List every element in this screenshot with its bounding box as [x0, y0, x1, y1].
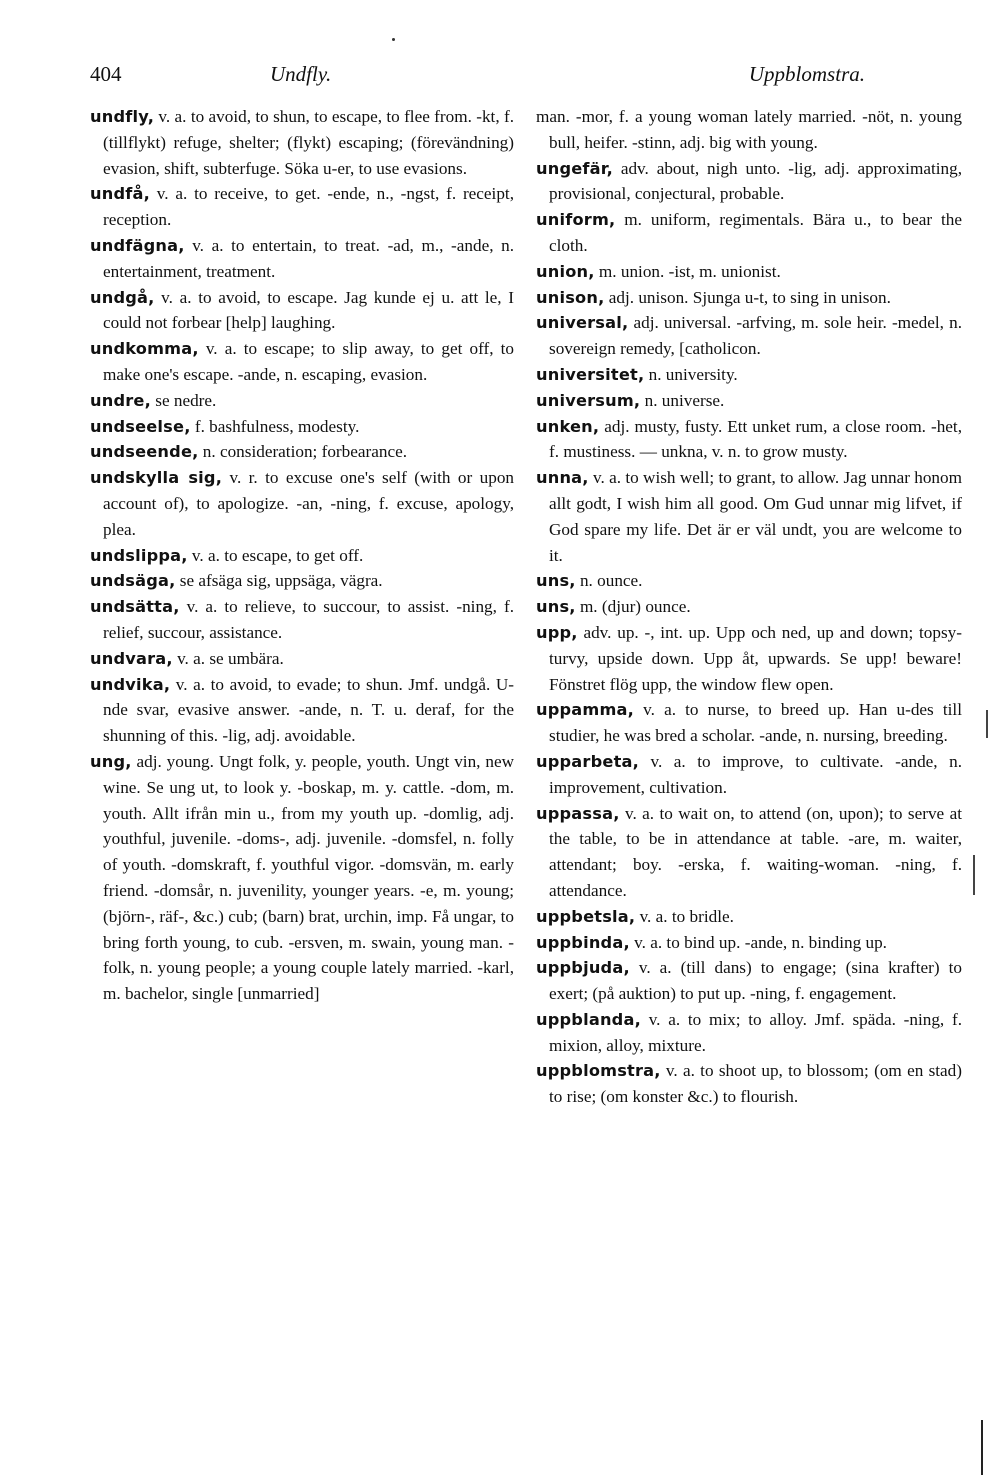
entry-headword: unna, — [536, 468, 589, 488]
dictionary-entry — [536, 955, 962, 1007]
entry-definition: n. consideration; forbearance. — [198, 442, 408, 462]
entry-headword: undfå, — [90, 184, 150, 204]
entry-headword: undskylla sig, — [90, 468, 223, 488]
entry-headword: undfly, — [90, 107, 155, 126]
entry-definition: v. a. to shoot up, to blossom; (om en stad) to rise; (om konster &c.) to flourish. — [549, 1061, 962, 1107]
entry-definition: v. a. to wish well; to grant, to allow. Jag unnar honom allt godt, I wish him all good. Om Gud unnar mig lifvet, if God spare my life. Det är er väl undt, you are welcome to it. — [549, 468, 962, 565]
entry-definition: v. r. to excuse one's self (with or upon account of), to apologize. -an, -ning, f. excuse, apology, plea. — [103, 468, 515, 539]
dictionary-entry — [90, 439, 514, 465]
dictionary-entry — [536, 414, 962, 466]
entry-headword: undvara, — [90, 648, 173, 668]
entry-definition: n. university. — [644, 364, 738, 384]
entry-definition: m. union. -ist, m. unionist. — [594, 261, 781, 281]
dictionary-entry — [90, 414, 514, 440]
dictionary-entry — [536, 207, 962, 259]
entry-headword: uppblomstra, — [536, 1061, 661, 1081]
dictionary-entry — [536, 104, 962, 156]
page-number: 404 — [90, 62, 122, 86]
guide-word-right: Uppblomstra. — [748, 62, 865, 86]
entry-definition: man. -mor, f. a young woman lately married. -nöt, n. young bull, heifer. -stinn, adj. big with young. — [536, 107, 962, 152]
entry-definition: v. a. (till dans) to engage; (sina krafter) to exert; (på auktion) to put up. -ning, f. engagement. — [549, 958, 962, 1004]
entry-headword: uppamma, — [536, 700, 635, 720]
entry-headword: ung, — [90, 751, 132, 771]
entry-definition: adv. about, nigh unto. -lig, adj. approximating, provisional, conjectural, probable. — [549, 158, 962, 204]
entry-headword: upp, — [536, 622, 578, 642]
entry-definition: v. a. to receive, to get. -ende, n., -ngst, f. receipt, reception. — [103, 184, 514, 230]
entry-definition: v. a. to bridle. — [635, 906, 734, 926]
entry-headword: undslippa, — [90, 545, 188, 565]
entry-headword: uppassa, — [536, 803, 620, 823]
entry-definition: adj. unison. Sjunga u-t, to sing in unison. — [604, 287, 891, 307]
dictionary-entry — [90, 543, 514, 569]
entry-definition: se afsäga sig, uppsäga, vägra. — [175, 571, 383, 591]
entry-definition: adv. up. -, int. up. Upp och ned, up and down; topsy-turvy, upside down. Upp åt, upwards. Se upp! beware! Fönstret flög upp, the window flew open. — [549, 622, 962, 694]
margin-mark — [973, 855, 975, 895]
entry-definition: v. a. to bind up. -ande, n. binding up. — [629, 932, 887, 952]
dictionary-entry — [536, 310, 962, 362]
dictionary-entry — [90, 181, 514, 233]
entry-definition: v. a. to avoid, to shun, to escape, to flee from. -kt, f. (tillflykt) refuge, shelter; (flykt) escaping; (förevändning) evasion, shift, subterfuge. Söka u-er, to use evasions. — [103, 107, 514, 178]
entry-headword: ungefär, — [536, 158, 613, 178]
entry-definition: adj. musty, fusty. Ett unket rum, a close room. -het, f. mustiness. — unkna, v. n. to grow musty. — [549, 416, 962, 462]
dictionary-entry — [90, 233, 514, 285]
entry-headword: universal, — [536, 313, 629, 333]
entry-definition: v. a. to relieve, to succour, to assist. -ning, f. relief, succour, assistance. — [103, 597, 514, 642]
entry-definition: v. a. to escape; to slip away, to get off, to make one's escape. -ande, n. escaping, evasion. — [103, 339, 514, 384]
entry-definition: m. (djur) ounce. — [575, 597, 691, 617]
dictionary-entry — [90, 104, 514, 181]
entry-definition: v. a. to avoid, to escape. Jag kunde ej u. att le, I could not forbear [help] laughing. — [103, 287, 514, 333]
entry-definition: v. a. to improve, to cultivate. -ande, n. improvement, cultivation. — [549, 751, 962, 797]
entry-headword: unison, — [536, 287, 605, 307]
dictionary-entry — [536, 1007, 962, 1059]
entry-definition: v. a. to entertain, to treat. -ad, m., -ande, n. entertainment, treatment. — [103, 235, 514, 281]
entry-definition: n. ounce. — [575, 571, 643, 591]
dictionary-entry — [90, 749, 514, 1007]
right-column — [536, 104, 962, 1110]
entry-definition: v. a. to wait on, to attend (on, upon); to serve at the table, to be in attendance at table. -are, m. waiter, attendant; boy. -erska, f. waiting-woman. -ning, f. attendance. — [549, 803, 962, 900]
dictionary-entry — [90, 646, 514, 672]
dictionary-entry — [536, 697, 962, 749]
dictionary-entry — [90, 568, 514, 594]
dictionary-entry — [536, 594, 962, 620]
entry-headword: undgå, — [90, 287, 155, 307]
page-header — [90, 62, 950, 92]
dictionary-entry — [90, 594, 514, 646]
guide-word-left: Undfly. — [270, 62, 332, 86]
entry-definition: v. a. se umbära. — [172, 648, 284, 668]
entry-headword: undsätta, — [90, 597, 180, 617]
dictionary-entry — [90, 285, 514, 337]
entry-headword: uppbinda, — [536, 932, 630, 952]
entry-definition: v. a. to avoid, to evade; to shun. Jmf. undgå. U-nde svar, evasive answer. -ande, n. T. u. deraf, for the shunning of this. -lig, adj. avoidable. — [103, 674, 514, 746]
entry-definition: f. bashfulness, modesty. — [190, 416, 360, 436]
entry-headword: uniform, — [536, 210, 616, 230]
entry-definition: m. uniform, regimentals. Bära u., to bear the cloth. — [549, 210, 962, 255]
dictionary-entry — [536, 465, 962, 568]
entry-headword: uns, — [536, 597, 576, 617]
dictionary-entry — [536, 568, 962, 594]
ink-speck — [392, 38, 395, 41]
entry-definition: adj. young. Ungt folk, y. people, youth. Ungt vin, new wine. Se ung ut, to look y. -boskap, m. y. cattle. -dom, m. youth. Allt ifrån min u., from my youth up. -domlig, adj. youthful, juvenile. -doms-, adj. juvenile. -domsfel, n. folly of youth. -domskraft, f. youthful vigor. -domsvän, m. early friend. -domsår, n. juvenility, younger years. -e, m. young; (björn-, räf-, &c.) cub; (barn) brat, urchin, imp. Få ungar, to bring forth young, to cub. -ersven, m. swain, young man. -folk, n. young people; a young couple lately married. -karl, m. bachelor, single [unmarried] — [103, 751, 514, 1004]
dictionary-entry — [536, 930, 962, 956]
entry-headword: undvika, — [90, 674, 171, 694]
entry-definition: n. universe. — [640, 390, 725, 410]
entry-headword: universitet, — [536, 364, 645, 384]
entry-headword: undre, — [90, 390, 151, 410]
dictionary-entry — [536, 259, 962, 285]
entry-headword: undsäga, — [90, 571, 176, 591]
dictionary-entry — [90, 465, 514, 542]
entry-headword: uns, — [536, 571, 576, 591]
entry-headword: uppbetsla, — [536, 906, 636, 926]
dictionary-entry — [536, 388, 962, 414]
left-column — [90, 104, 514, 1007]
entry-headword: undseende, — [90, 442, 199, 462]
dictionary-entry — [536, 749, 962, 801]
dictionary-entry — [536, 156, 962, 208]
margin-mark — [981, 1420, 983, 1475]
dictionary-entry — [536, 362, 962, 388]
entry-headword: unken, — [536, 416, 600, 436]
dictionary-entry — [90, 336, 514, 388]
dictionary-entry — [536, 620, 962, 697]
dictionary-entry — [90, 672, 514, 749]
entry-definition: se nedre. — [150, 390, 217, 410]
entry-headword: undfägna, — [90, 235, 185, 255]
dictionary-entry — [90, 388, 514, 414]
dictionary-entry — [536, 1058, 962, 1110]
entry-headword: uppbjuda, — [536, 958, 630, 978]
dictionary-entry — [536, 285, 962, 311]
entry-headword: uppblanda, — [536, 1009, 641, 1029]
entry-definition: v. a. to escape, to get off. — [187, 545, 364, 565]
dictionary-entry — [536, 801, 962, 904]
entry-headword: universum, — [536, 390, 641, 410]
entry-headword: union, — [536, 261, 595, 281]
entry-headword: undseelse, — [90, 416, 191, 436]
entry-definition: adj. universal. -arfving, m. sole heir. -medel, n. sovereign remedy, [catholicon. — [549, 313, 962, 359]
entry-definition: v. a. to mix; to alloy. Jmf. späda. -ning, f. mixion, alloy, mixture. — [549, 1009, 962, 1055]
entry-definition: v. a. to nurse, to breed up. Han u-des till studier, he was bred a scholar. -ande, n. nursing, breeding. — [549, 700, 962, 746]
dictionary-entry — [536, 904, 962, 930]
margin-mark — [986, 710, 988, 738]
entry-headword: undkomma, — [90, 339, 199, 359]
entry-headword: upparbeta, — [536, 751, 639, 771]
